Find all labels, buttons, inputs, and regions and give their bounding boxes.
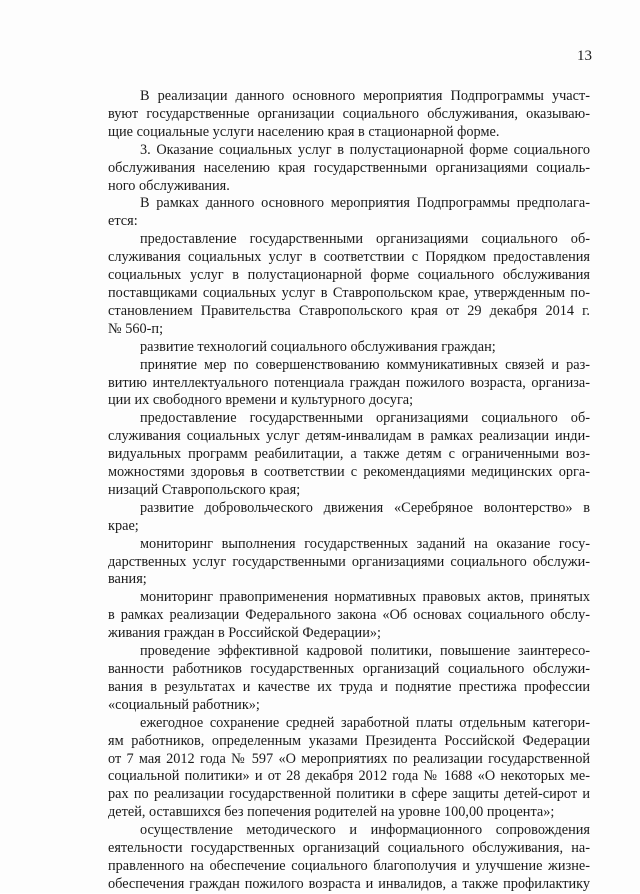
text-line: проведение эффективной кадровой политики, повышение заинтересо- — [140, 643, 590, 660]
text-line: можностями здоровья в соответствии с рекомендациями медицинских орга- — [108, 464, 590, 481]
text-line: социальных услуг в полустационарной форме социального обслуживания — [108, 267, 590, 284]
text-line: детей, оставшихся без попечения родителей на уровне 100,00 процента»; — [108, 804, 555, 821]
text-line: мониторинг правоприменения нормативных правовых актов, принятых — [140, 589, 590, 606]
text-line: вания в результатах и качестве их труда и поднятие престижа профессии — [108, 678, 590, 695]
text-line: ции их свободного времени и культурного досуга; — [108, 392, 414, 409]
text-line: вуют государственные организации социального обслуживания, оказываю- — [108, 105, 590, 122]
page-number: 13 — [577, 48, 592, 64]
text-line: от 7 мая 2012 года № 597 «О мероприятиях по реализации государственной — [108, 750, 590, 767]
text-line: социальной политики» и от 28 декабря 2012 года № 1688 «О некоторых ме- — [108, 768, 590, 785]
text-line: В реализации данного основного мероприятия Подпрограммы участ- — [140, 88, 590, 104]
text-line: правленного на обеспечение социального благополучия и улучшение жизне- — [108, 857, 590, 874]
text-line: В рамках данного основного мероприятия Подпрограммы предполага- — [140, 195, 590, 212]
text-line: дарственных услуг государственными организациями социального обслужи- — [108, 553, 590, 570]
text-line: вания; — [108, 571, 147, 588]
text-line: 3. Оказание социальных услуг в полустационарной форме социального — [140, 141, 590, 158]
text-line: принятие мер по совершенствованию коммуникативных связей и раз- — [140, 356, 590, 373]
text-line: предоставление государственными организациями социального об- — [140, 231, 590, 248]
text-line: осуществление методического и информационного сопровождения — [140, 822, 590, 839]
text-line: становлением Правительства Ставропольского края от 29 декабря 2014 г. — [108, 302, 590, 319]
text-line: ежегодное сохранение средней заработной платы отдельным категори- — [140, 714, 590, 731]
text-line: обеспечения граждан пожилого возраста и инвалидов, а также профилактику — [108, 875, 590, 892]
text-line: еятельности государственных организаций социального обслуживания, на- — [108, 840, 590, 857]
text-line: ям работников, определенным указами Президента Российской Федерации — [108, 732, 590, 749]
text-line: обслуживания населению края государственными организациями социаль- — [108, 159, 590, 176]
text-line: ванности работников государственных организаций социального обслужи- — [108, 661, 590, 677]
text-line: служивания социальных услуг в соответствии с Порядком предоставления — [108, 249, 590, 266]
text-line: поставщиками социальных услуг в Ставропольском крае, утвержденным по- — [108, 284, 590, 301]
text-line: ется: — [108, 213, 138, 230]
text-line: в рамках реализации Федерального закона «Об основах социального обслу- — [108, 607, 590, 624]
text-line: «социальный работник»; — [108, 696, 260, 713]
text-line: служивания социальных услуг детям-инвалидам в рамках реализации инди- — [108, 428, 590, 445]
body-text — [108, 88, 590, 894]
text-line: витию интеллектуального потенциала граждан пожилого возраста, организа- — [108, 374, 590, 391]
text-line: мониторинг выполнения государственных заданий на оказание госу- — [140, 535, 590, 552]
text-line: низаций Ставропольского края; — [108, 481, 301, 498]
text-line: № 560-п; — [108, 320, 164, 337]
text-line: щие социальные услуги населению края в стационарной форме. — [108, 123, 500, 140]
text-line: ного обслуживания. — [108, 177, 230, 194]
text-line: рах по реализации государственной политики в сфере защиты детей-сирот и — [108, 786, 590, 803]
text-line: живания граждан в Российской Федерации»; — [108, 625, 381, 642]
text-line: развитие технологий социального обслуживания граждан; — [140, 338, 496, 355]
text-line: видуальных программ реабилитации, а также детям с ограниченными воз- — [108, 446, 590, 463]
text-line: предоставление государственными организациями социального об- — [140, 410, 590, 427]
text-line: развитие добровольческого движения «Серебряное волонтерство» в — [140, 499, 590, 516]
text-line: крае; — [108, 517, 139, 534]
